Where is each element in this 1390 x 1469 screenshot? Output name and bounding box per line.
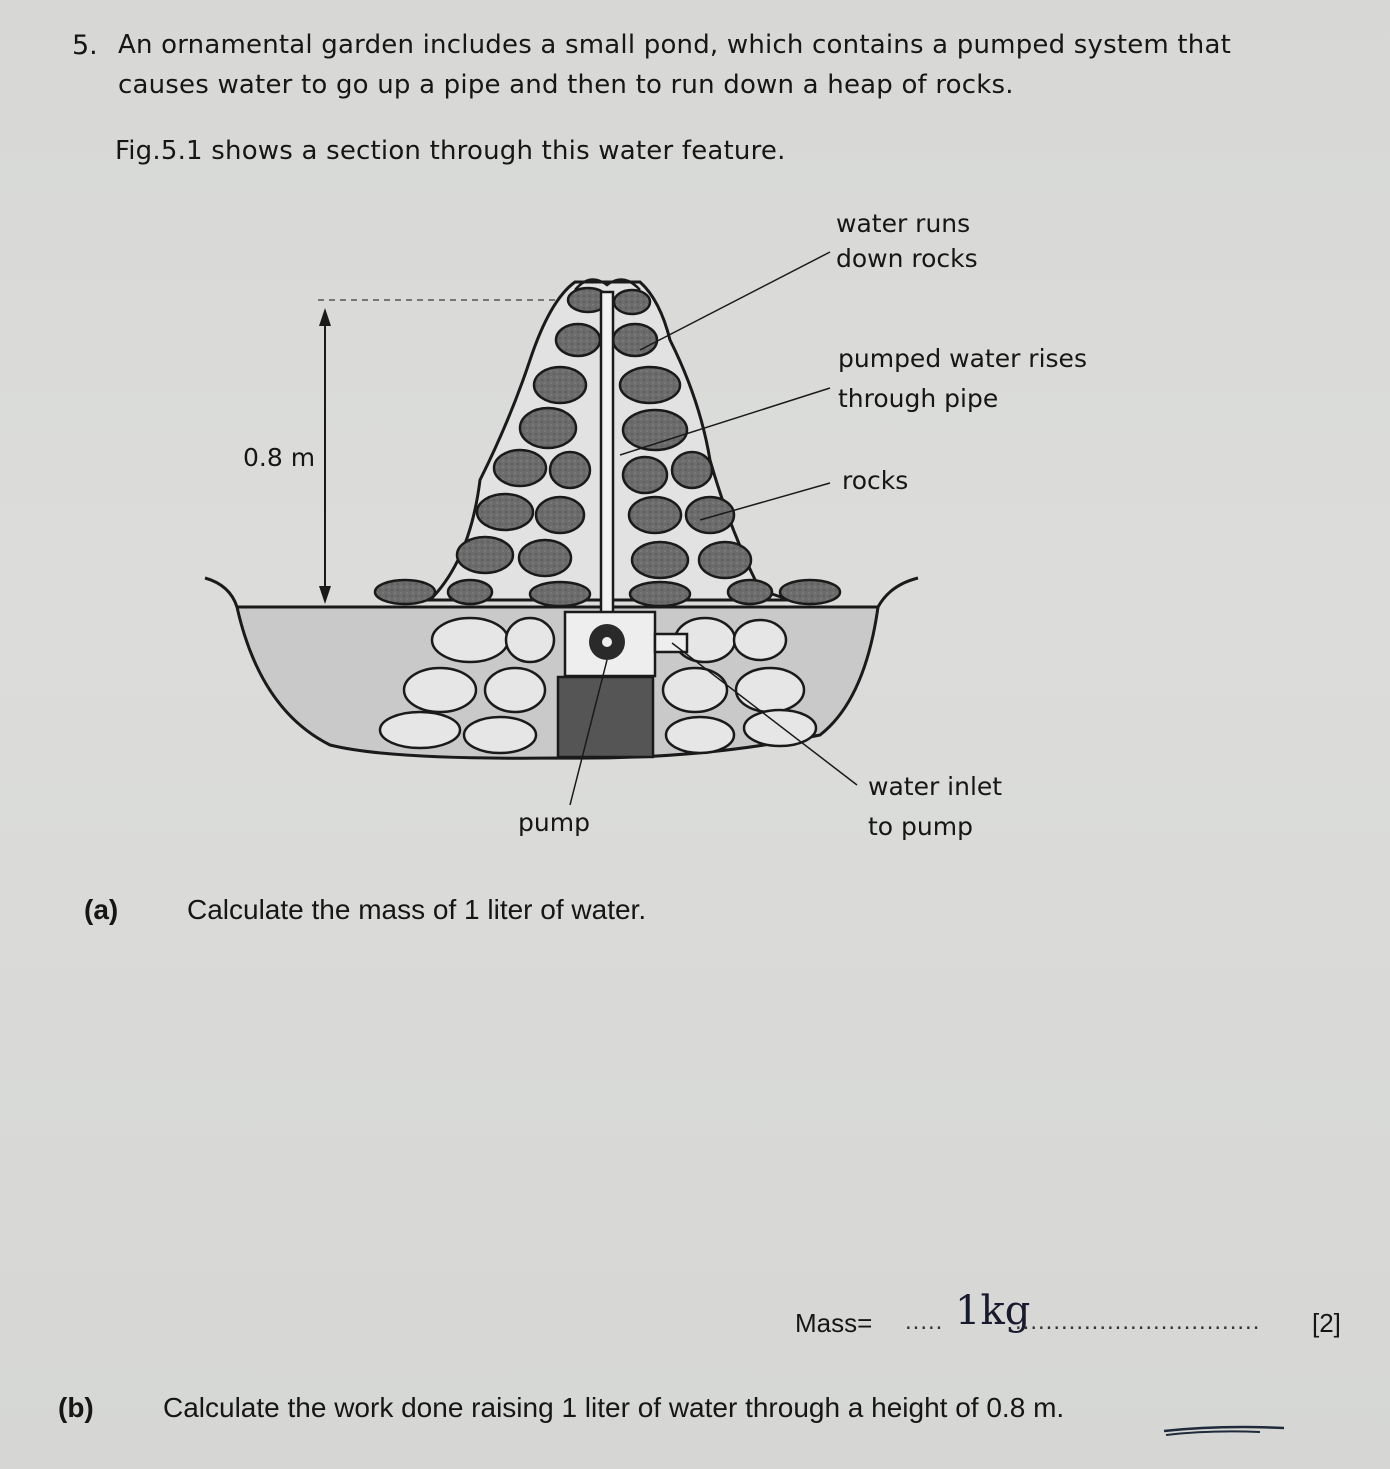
- pond-bank-right: [878, 578, 918, 607]
- leader-water-runs: [640, 252, 830, 350]
- label-height: 0.8 m: [243, 443, 316, 472]
- pond-bank-left: [205, 578, 237, 607]
- mass-answer-dots-left: .....: [905, 1308, 944, 1335]
- label-rocks: rocks: [842, 466, 909, 495]
- inlet-pipe: [655, 634, 687, 652]
- question-intro-line-2: causes water to go up a pipe and then to run down a heap of rocks.: [118, 70, 1014, 100]
- label-pumped-1: pumped water rises: [838, 344, 1087, 373]
- label-water-runs-1: water runs: [836, 209, 971, 238]
- part-a-letter: (a): [84, 894, 119, 925]
- mass-answer-label: Mass=: [795, 1308, 873, 1338]
- label-water-runs-2: down rocks: [836, 244, 978, 273]
- label-inlet-1: water inlet: [868, 772, 1003, 801]
- label-pump: pump: [518, 808, 590, 837]
- part-a-question: Calculate the mass of 1 liter of water.: [187, 894, 647, 925]
- question-intro-line-1: An ornamental garden includes a small pond, which contains a pumped system that: [118, 30, 1232, 60]
- question-number: 5.: [72, 30, 98, 61]
- label-inlet-2: to pump: [868, 812, 973, 841]
- handwritten-underline: [1160, 1422, 1290, 1438]
- mass-answer-dots-right: ................................: [1015, 1308, 1261, 1335]
- figure-reference: Fig.5.1 shows a section through this water feature.: [115, 136, 786, 166]
- pump-body: [558, 677, 653, 757]
- part-a-marks: [2]: [1312, 1308, 1341, 1338]
- part-b-question: Calculate the work done raising 1 liter of water through a height of 0.8 m.: [163, 1392, 1065, 1423]
- label-pumped-2: through pipe: [838, 384, 999, 413]
- mass-handwritten-answer: 1kg: [955, 1288, 1031, 1334]
- pipe: [601, 292, 613, 622]
- part-b-letter: (b): [58, 1392, 94, 1423]
